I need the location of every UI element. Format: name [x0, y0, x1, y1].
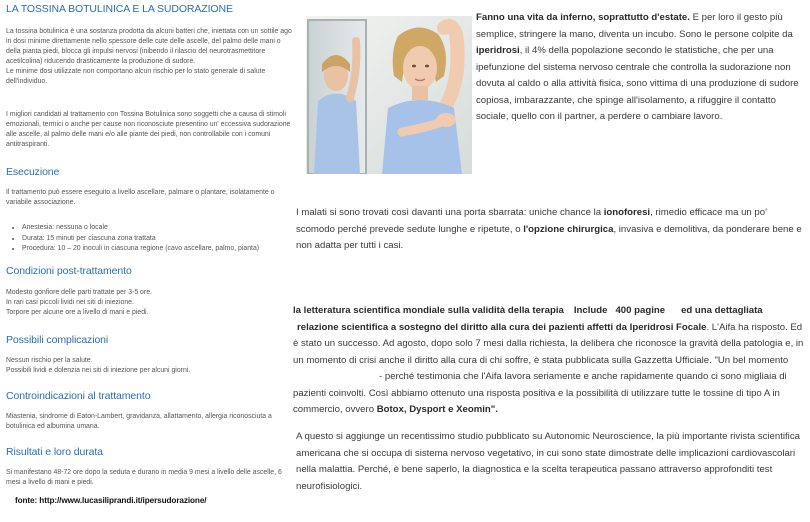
- list-item: • Durata: 15 minuti per ciascuna zona trattata: [22, 234, 312, 245]
- list-item: • Procedura: 10 – 20 inoculi in ciascuna regione (cavo ascellare, palmo, pianta): [22, 244, 312, 255]
- treatment-options-paragraph: I malati si sono trovati così davanti una porta sbarrata: uniche chance la ionoforesi, rimedio efficace ma un po' scomodo perché prevede sedute lunghe e ripetute, o l'opzione chirurgica, invasiva e demolitiva, da ponderare bene e non adatta per tutti i casi.: [296, 207, 802, 251]
- candidates-paragraph: I migliori candidati al trattamento con Tossina Botulinica sono soggetti che a causa di stimoli emozionali, termici o anche per cause non riconosciute presentino un' eccessiva sudorazione alle ascelle, al palmo delle mani e/o alle piante dei piedi, non controllabile con i comuni antitraspiranti.: [6, 111, 291, 148]
- procedure-list: [14, 223, 312, 255]
- intro-article-paragraph: Fanno una vita da inferno, soprattutto d'estate. E per loro il gesto più semplice, stringere la mano, diventa un incubo. Sono le persone colpite da iperidrosi, il 4% della popolazione secondo le statistiche, che per una ipefunzione del sistema nervoso centrale che controlla la sudorazione non dovuta al caldo o alla attività fisica, sono vittima di una produzione di sudore copiosa, imbarazzante, che spinge all'isolamento, a rifuggire il contatto sociale, quello con il partner, a perdere o cambiare lavoro.: [476, 12, 799, 122]
- woman-armpit-photo: [306, 16, 472, 174]
- list-item: • Anestesia: nessuna o locale: [22, 223, 312, 234]
- intro-paragraph: La tossina botulinica è una sostanza prodotta da alcuni batteri che, iniettata con un sottile ago in dosi minime direttamente nello spessore delle cute delle ascelle, del palmo delle mani o della pianta piedi, blocca gli impulsi nervosi (inibendo il rilascio del neurotrasmettitore acetilcolina) riducendo drasticamente la produzione di sudore. Le minime dosi utilizzate non comportano alcun rischio per lo stato generale di salute dell'individuo.: [6, 28, 292, 85]
- section-text-esecuzione: Il trattamento può essere eseguito a livello ascellare, palmare o plantare, isolatamente o variabile associazione.: [6, 189, 275, 206]
- section-heading-results: Risultati e loro durata: [6, 446, 103, 458]
- section-text-post-treatment: Modesto gonfiore delle parti trattate per 3-5 ore. In rari casi piccoli lividi nei siti di iniezione. Torpore per alcune ore a livello di mani e piedi.: [6, 289, 152, 316]
- section-heading-contraindications: Controindicazioni al trattamento: [6, 390, 151, 402]
- section-text-complications: Nessun rischio per la salute. Possibili lividi e dolenzia nei siti di iniezione per alcuni giorni.: [6, 357, 191, 374]
- section-heading-post-treatment: Condizioni post-trattamento: [6, 265, 132, 277]
- photo-illustration: [306, 16, 472, 174]
- aifa-paragraph: la letteratura scientifica mondiale sulla validità della terapia Include 400 pagine ed una dettagliata relazione scientifica a sostegno del diritto alla cura dei pazienti affetti da Iperidrosi Focale. L'Aifa ha risposto. Ed è stato un successo. Ad agosto, dopo solo 7 mesi dalla richiesta, la delibera che riconosce la gravità della patologia e, in un momento di crisi anche il diritto alla cura di chi soffre, è stata pubblicata sulla Gazzetta Ufficiale. "Un bel momento- perché testimonia che l'Aifa lavora seriamente e anche rapidamente quando ci sono migliaia di pazienti coinvolti. Così abbiamo ottenuto una risposta positiva e la possibilità di utilizzare tutte le tossine di tipo A in commercio, ovvero Botox, Dysport e Xeomin".: [293, 305, 804, 415]
- section-text-results: Si manifestano 48-72 ore dopo la seduta e durano in media 9 mesi a livello delle ascelle, 6 mesi a livello di mani e piedi.: [6, 469, 282, 486]
- source-note: fonte: http://www.lucasiliprandi.it/ipersudorazione/: [15, 496, 207, 505]
- left-title: LA TOSSINA BOTULINICA E LA SUDORAZIONE: [6, 3, 233, 15]
- section-heading-complications: Possibili complicazioni: [6, 334, 109, 346]
- section-text-contraindications: Miastenia, sindrome di Eaton-Lambert, gravidanza, allattamento, allergia riconosciuta a botulinica ed albumina umana.: [6, 413, 272, 430]
- study-paragraph: A questo si aggiunge un recentissimo studio pubblicato su Autonomic Neuroscience, la più importante rivista scientifica americana che si occupa di sistema nervoso vegetativo, in cui sono state dimostrate delle implicazioni cardiovascolari nella malattia. Perché, è bene saperlo, la diagnostica e la scelta terapeutica passano attraverso approfonditi test neurofisiologici.: [296, 431, 800, 492]
- section-heading-esecuzione: Esecuzione: [6, 166, 60, 178]
